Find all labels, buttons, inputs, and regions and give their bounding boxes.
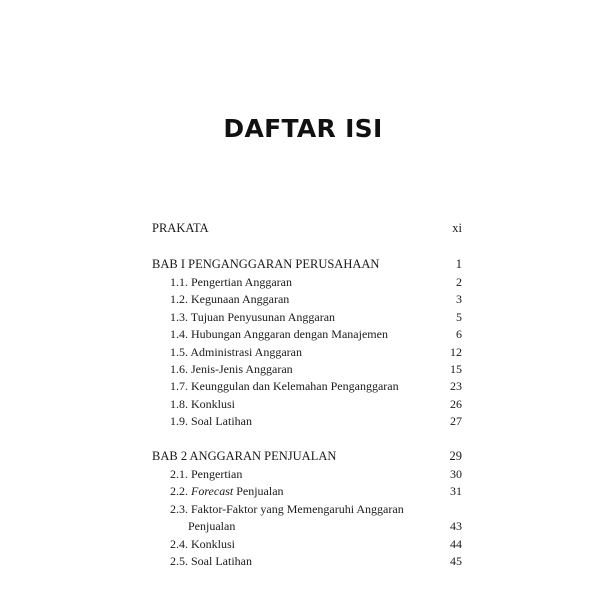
toc-entry-number: 1.6. xyxy=(170,362,188,376)
toc-entry-1-4[interactable] xyxy=(152,325,462,343)
toc-entry-page: 44 xyxy=(450,537,462,551)
toc-entry-label: Kegunaan Anggaran xyxy=(191,292,290,306)
toc-chapter-bab-2[interactable] xyxy=(152,447,462,465)
toc-entry-1-2[interactable] xyxy=(152,290,462,308)
toc-chapter-page: 29 xyxy=(449,449,462,463)
toc-entry-label: Tujuan Penyusunan Anggaran xyxy=(190,310,336,324)
toc-entry-label-continued: Penjualan xyxy=(188,519,236,533)
toc-entry-number: 1.4. xyxy=(170,327,188,341)
toc-entry-page: 31 xyxy=(450,484,462,498)
toc-entry-page: xi xyxy=(452,221,462,235)
toc-entry-number: 1.9. xyxy=(170,414,188,428)
toc-entry-number: 2.2. xyxy=(170,484,188,498)
toc-entry-number: 1.1. xyxy=(170,275,188,289)
toc-entry-label: Pengertian Anggaran xyxy=(191,275,292,289)
toc-entry-number: 2.5. xyxy=(170,554,188,568)
toc-entry-label: Penjualan xyxy=(233,484,284,498)
toc-entry-2-1[interactable] xyxy=(152,465,462,483)
toc-entry-2-5[interactable] xyxy=(152,552,462,570)
toc-entry-number: 1.2. xyxy=(170,292,188,306)
toc-entry-2-3[interactable] xyxy=(152,500,462,518)
toc-entry-label: Konklusi xyxy=(191,397,236,411)
toc-entry-label: Administrasi Anggaran xyxy=(190,345,302,359)
toc-entry-1-5[interactable] xyxy=(152,343,462,361)
toc-entry-2-2[interactable] xyxy=(152,482,462,500)
toc-entry-1-7[interactable] xyxy=(152,377,462,395)
toc-entry-page: 15 xyxy=(450,362,462,376)
toc-entry-1-9[interactable] xyxy=(152,412,462,430)
toc-entry-prakata[interactable] xyxy=(152,219,462,237)
toc-entry-number: 2.4. xyxy=(170,537,188,551)
toc-chapter-bab-1[interactable] xyxy=(152,255,462,273)
toc-entry-label: Faktor-Faktor yang Memengaruhi Anggaran xyxy=(191,502,404,516)
toc-entry-2-4[interactable] xyxy=(152,535,462,553)
toc-entry-2-3-continued[interactable] xyxy=(152,517,462,535)
toc-entry-label: Konklusi xyxy=(191,537,236,551)
toc-entry-page: 45 xyxy=(450,554,462,568)
toc-entry-page: 30 xyxy=(450,467,462,481)
toc-entry-label: PRAKATA xyxy=(152,221,209,235)
toc-entry-number: 2.3. xyxy=(170,502,188,516)
toc-entry-number: 1.7. xyxy=(170,379,188,393)
toc-entry-label-italic: Forecast xyxy=(191,484,234,498)
toc-entry-label: Soal Latihan xyxy=(191,554,252,568)
toc-entry-page: 3 xyxy=(456,292,462,306)
toc-entry-number: 1.5. xyxy=(170,345,188,359)
toc-entry-1-8[interactable] xyxy=(152,395,462,413)
toc-entry-page: 43 xyxy=(450,519,462,533)
toc-entry-page: 2 xyxy=(456,275,462,289)
toc-entry-page: 26 xyxy=(450,397,462,411)
toc-entry-page: 6 xyxy=(456,327,462,341)
toc-entry-label: Keunggulan dan Kelemahan Penganggaran xyxy=(191,379,399,393)
toc-entry-number: 1.3. xyxy=(170,310,188,324)
page-title: DAFTAR ISI xyxy=(223,114,383,143)
toc-entry-1-1[interactable] xyxy=(152,273,462,291)
toc-entry-label: Jenis-Jenis Anggaran xyxy=(191,362,293,376)
toc-entry-number: 2.1. xyxy=(170,467,188,481)
toc-entry-page: 27 xyxy=(450,414,462,428)
toc-chapter-label: BAB 2 ANGGARAN PENJUALAN xyxy=(152,449,337,463)
toc-entry-1-3[interactable] xyxy=(152,308,462,326)
toc-entry-1-6[interactable] xyxy=(152,360,462,378)
toc-entry-label: Hubungan Anggaran dengan Manajemen xyxy=(191,327,388,341)
toc-entry-number: 1.8. xyxy=(170,397,188,411)
toc-entry-label: Soal Latihan xyxy=(191,414,252,428)
toc-chapter-page: 1 xyxy=(455,257,462,271)
toc-entry-page: 23 xyxy=(450,379,462,393)
toc-entry-page: 5 xyxy=(456,310,462,324)
toc-chapter-label: BAB I PENGANGGARAN PERUSAHAAN xyxy=(152,257,380,271)
toc-entry-label: Pengertian xyxy=(191,467,243,481)
toc-entry-page: 12 xyxy=(450,345,462,359)
